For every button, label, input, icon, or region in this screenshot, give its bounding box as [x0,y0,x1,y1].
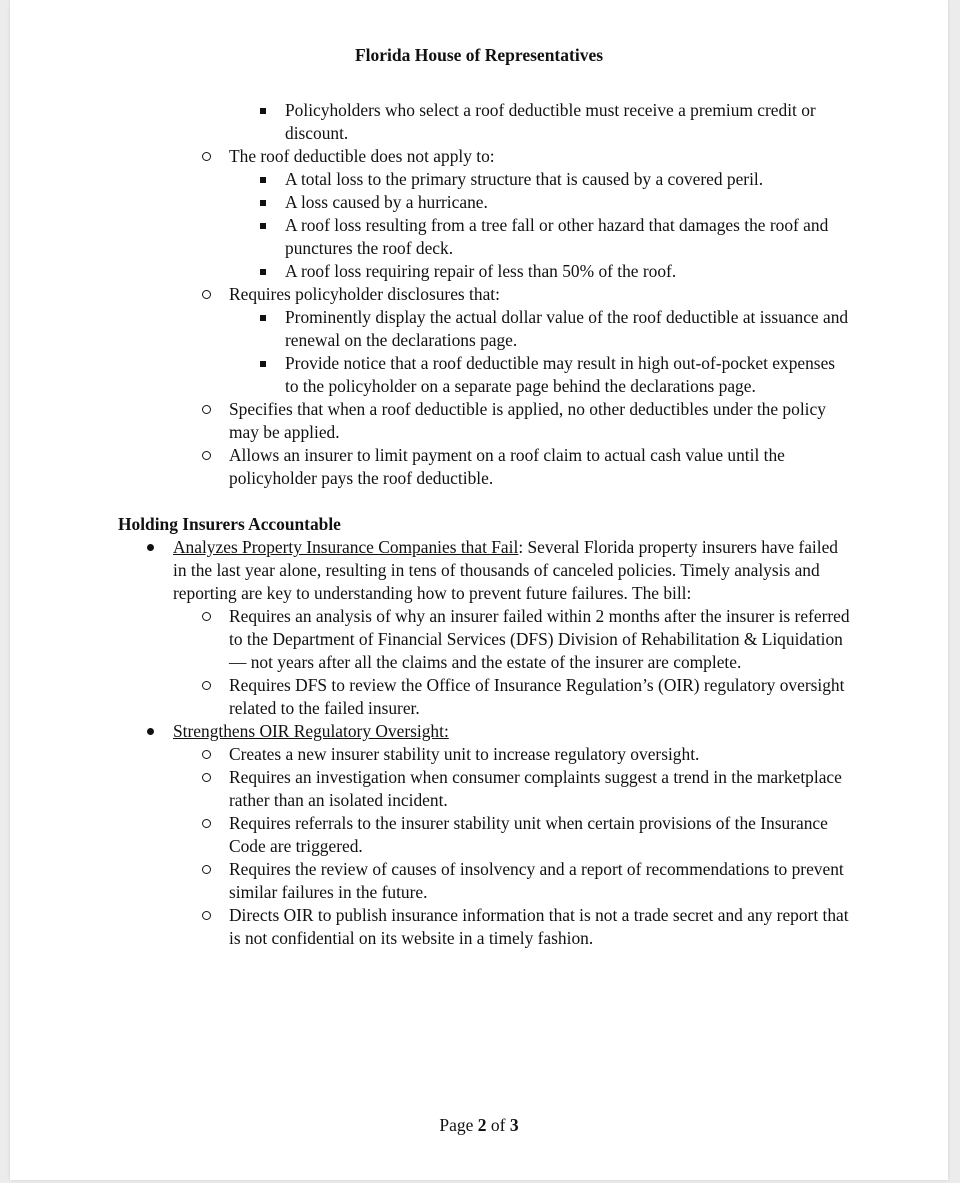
circle-bullet-icon [202,152,211,161]
circle-bullet-icon [202,750,211,759]
circle-bullet-icon [202,773,211,782]
page-footer [10,1115,948,1136]
list-item-text: Creates a new insurer stability unit to increase regulatory oversight. [229,744,700,764]
square-bullet-icon [260,177,266,183]
list-item [229,145,851,168]
list-item [229,674,851,720]
page-number: 2 [477,1115,487,1135]
of-label: of [490,1115,506,1135]
circle-bullet-icon [202,405,211,414]
list-item-text: Provide notice that a roof deductible may result in high out-of-pocket expenses to the policyholder on a separate page behind the declarations page. [285,353,836,396]
topic-label: Analyzes Property Insurance Companies that Fail [173,537,519,557]
topic-label: Strengthens OIR Regulatory Oversight: [173,721,449,741]
list-item [229,605,851,674]
list-item-text: Policyholders who select a roof deductible must receive a premium credit or discount. [285,100,816,143]
square-bullet-icon [260,200,266,206]
document-page [10,0,948,1180]
square-bullet-icon [260,361,266,367]
list-item [229,743,851,766]
circle-bullet-icon [202,290,211,299]
page-label: Page [439,1115,474,1135]
list-item-text: Requires an analysis of why an insurer failed within 2 months after the insurer is referred to the Department of Financial Services (DFS) Division of Rehabilitation & Liquidation — not years after all the claims and the estate of the insurer are complete. [229,606,850,672]
circle-bullet-icon [202,819,211,828]
list-item [285,168,851,191]
square-bullet-icon [260,108,266,114]
list-item [285,214,851,260]
list-item-text: Allows an insurer to limit payment on a roof claim to actual cash value until the policyholder pays the roof deductible. [229,445,785,488]
list-item [229,766,851,812]
list-item-text: Requires referrals to the insurer stability unit when certain provisions of the Insurance Code are triggered. [229,813,828,856]
list-item-text: : Several Florida property insurers have failed in the last year alone, resulting in tens of thousands of canceled policies. Timely analysis and reporting are key to understanding how to prevent future failures. The bill: [173,537,839,603]
list-item [229,283,851,306]
bullet-icon [147,544,154,551]
circle-bullet-icon [202,865,211,874]
page-header: Florida House of Representatives [354,45,604,65]
circle-bullet-icon [202,612,211,621]
list-item-text: Requires an investigation when consumer complaints suggest a trend in the marketplace rather than an isolated incident. [229,767,842,810]
list-item [173,720,851,743]
section-heading: Holding Insurers Accountable [118,514,341,534]
list-item-text: A loss caused by a hurricane. [285,192,488,212]
list-item [285,191,851,214]
list-item-text: Prominently display the actual dollar value of the roof deductible at issuance and renewal on the declarations page. [285,307,849,350]
list-item-text: A roof loss requiring repair of less than 50% of the roof. [285,261,677,281]
list-item-text: Directs OIR to publish insurance information that is not a trade secret and any report that is not confidential on its website in a timely fashion. [229,905,849,948]
list-item [285,260,851,283]
list-item-text: Requires policyholder disclosures that: [229,284,500,304]
list-item [285,99,851,145]
square-bullet-icon [260,269,266,275]
list-item-text: Specifies that when a roof deductible is applied, no other deductibles under the policy may be applied. [229,399,826,442]
list-item-text: The roof deductible does not apply to: [229,146,495,166]
total-pages: 3 [509,1115,519,1135]
list-item [229,858,851,904]
square-bullet-icon [260,315,266,321]
circle-bullet-icon [202,911,211,920]
document-body [10,99,948,950]
square-bullet-icon [260,223,266,229]
list-item [229,812,851,858]
list-item [285,306,851,352]
list-item [173,536,851,605]
list-item [229,904,851,950]
list-item-text: A roof loss resulting from a tree fall or other hazard that damages the roof and punctures the roof deck. [285,215,829,258]
circle-bullet-icon [202,451,211,460]
list-item-text: Requires the review of causes of insolvency and a report of recommendations to prevent similar failures in the future. [229,859,844,902]
bullet-icon [147,728,154,735]
list-item [285,352,851,398]
list-item-text: Requires DFS to review the Office of Insurance Regulation’s (OIR) regulatory oversight related to the failed insurer. [229,675,845,718]
list-item-text: A total loss to the primary structure that is caused by a covered peril. [285,169,764,189]
list-item [229,398,851,444]
circle-bullet-icon [202,681,211,690]
list-item [229,444,851,490]
